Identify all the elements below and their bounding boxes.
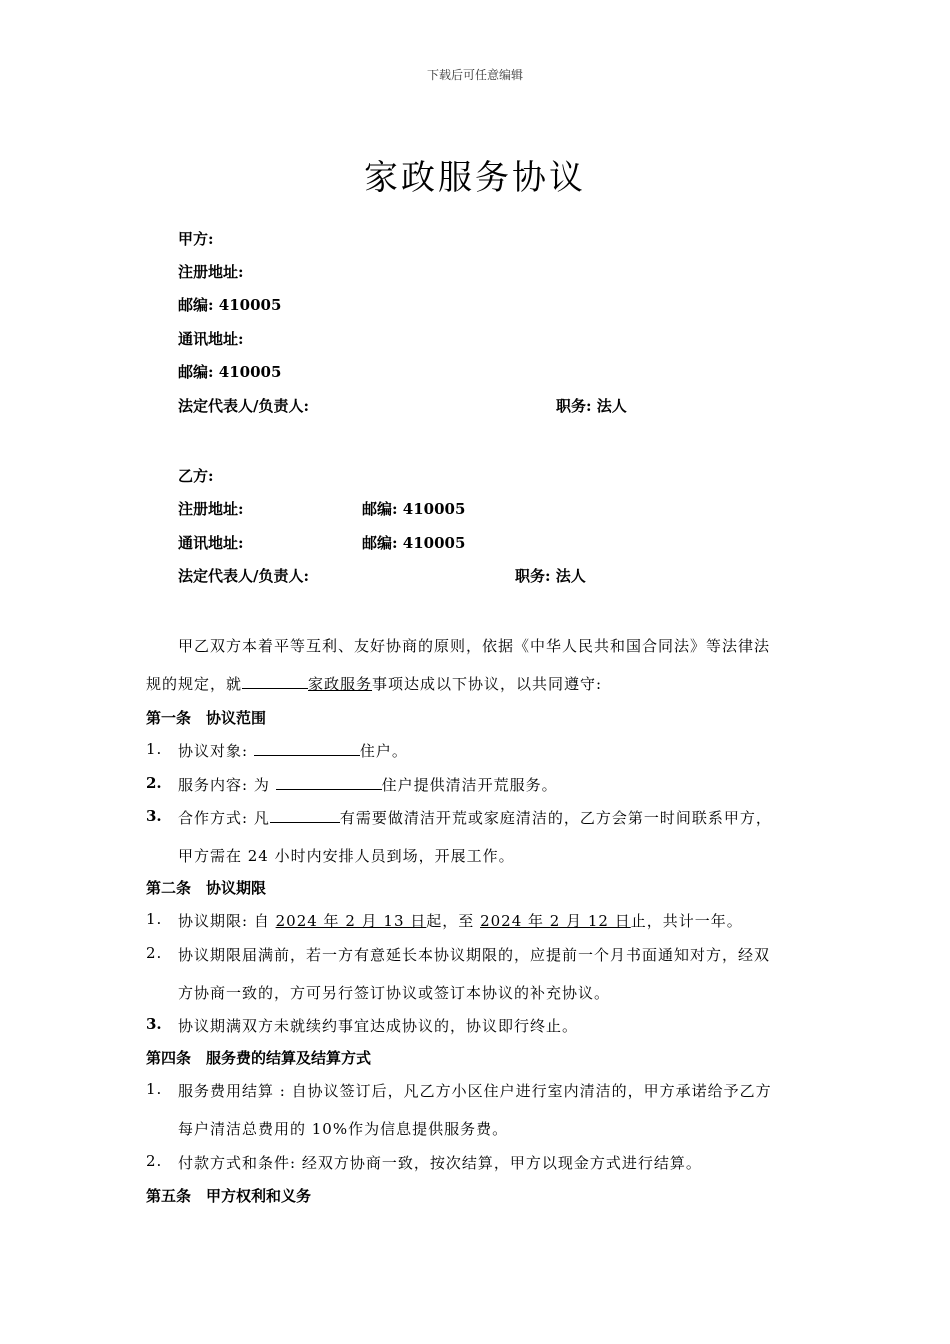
party-b-postcode-2: 邮编: 410005 [362, 534, 466, 552]
party-b-position: 职务: 法人 [515, 567, 586, 585]
intro-service-name: 家政服务 [308, 675, 373, 693]
party-a-representative-label: 法定代表人/负责人: [178, 397, 310, 415]
art2-item2-number: 2. [146, 944, 163, 962]
party-b-comm-address-label: 通讯地址: [178, 534, 244, 552]
art4-item1-number: 1. [146, 1080, 163, 1098]
art2-start-date: 2024 年 2 月 13 日 [275, 912, 427, 930]
art2-item1-mid: 起，至 [426, 912, 475, 930]
art1-item3-number: 3. [146, 807, 162, 825]
intro-post: 事项达成以下协议，以共同遵守: [372, 675, 603, 693]
party-a-postcode-1: 邮编: 410005 [178, 296, 282, 314]
art1-item3-post: 有需要做清洁开荒或家庭清洁的，乙方会第一时间联系甲方， [339, 809, 772, 827]
article-5-heading: 第五条 甲方权利和义务 [146, 1187, 312, 1205]
party-b-postcode-1: 邮编: 410005 [362, 500, 466, 518]
art2-item3: 协议期满双方未就续约事宜达成协议的，协议即行终止。 [178, 1017, 579, 1035]
art1-item2-pre: 服务内容: 为 [178, 776, 270, 794]
party-a-postcode-2: 邮编: 410005 [178, 363, 282, 381]
art4-item2: 付款方式和条件: 经双方协商一致，按次结算，甲方以现金方式进行结算。 [178, 1154, 702, 1172]
art1-item2 [178, 774, 558, 795]
art4-item1-line1: 服务费用结算 : 自协议签订后，凡乙方小区住户进行室内清洁的，甲方承诺给予乙方 [178, 1082, 772, 1100]
art1-item1-pre: 协议对象: [178, 742, 249, 760]
art2-item2-line2: 方协商一致的，方可另行签订协议或签订本协议的补充协议。 [178, 984, 611, 1002]
party-a-reg-address-label: 注册地址: [178, 263, 244, 281]
art2-end-date: 2024 年 2 月 12 日 [480, 912, 631, 930]
art1-item1 [178, 740, 408, 761]
party-b-label: 乙方: [178, 467, 214, 485]
art1-item2-post: 住户提供清洁开荒服务。 [381, 776, 558, 794]
intro-pre: 规的规定，就 [146, 675, 243, 693]
art1-item3-pre: 合作方式: 凡 [178, 809, 270, 827]
header-note: 下载后可任意编辑 [426, 68, 523, 82]
party-a-label: 甲方: [178, 230, 214, 248]
art1-item1-post: 住户。 [359, 742, 408, 760]
art2-item2-line1: 协议期限届满前，若一方有意延长本协议期限的，应提前一个月书面通知对方，经双 [178, 946, 771, 964]
party-a-comm-address-label: 通讯地址: [178, 330, 244, 348]
art1-item3-blank [270, 808, 340, 823]
party-b-reg-address-label: 注册地址: [178, 500, 244, 518]
art2-item1-number: 1. [146, 910, 163, 928]
art1-item2-blank [276, 775, 382, 790]
article-2-heading: 第二条 协议期限 [146, 879, 267, 897]
article-4-heading: 第四条 服务费的结算及结算方式 [146, 1049, 372, 1067]
art4-item2-number: 2. [146, 1152, 163, 1170]
party-b-representative-label: 法定代表人/负责人: [178, 567, 310, 585]
article-1-heading: 第一条 协议范围 [146, 709, 267, 727]
intro-line-2 [146, 673, 602, 694]
art2-item1 [178, 910, 743, 931]
party-a-position: 职务: 法人 [556, 397, 627, 415]
art1-item2-number: 2. [146, 774, 162, 792]
art4-item1-line2: 每户清洁总费用的 10%作为信息提供服务费。 [178, 1120, 509, 1138]
art1-item1-blank [254, 741, 360, 756]
intro-line-1: 甲乙双方本着平等互利、友好协商的原则，依据《中华人民共和国合同法》等法律法 [178, 637, 771, 655]
document-title: 家政服务协议 [364, 158, 586, 198]
art1-item3 [178, 807, 772, 828]
art2-item3-number: 3. [146, 1015, 162, 1033]
art1-item3-line2: 甲方需在 24 小时内安排人员到场，开展工作。 [178, 847, 515, 865]
art1-item1-number: 1. [146, 740, 163, 758]
art2-item1-pre: 协议期限: 自 [178, 912, 270, 930]
intro-blank [242, 674, 308, 689]
art2-item1-post: 止，共计一年。 [630, 912, 743, 930]
